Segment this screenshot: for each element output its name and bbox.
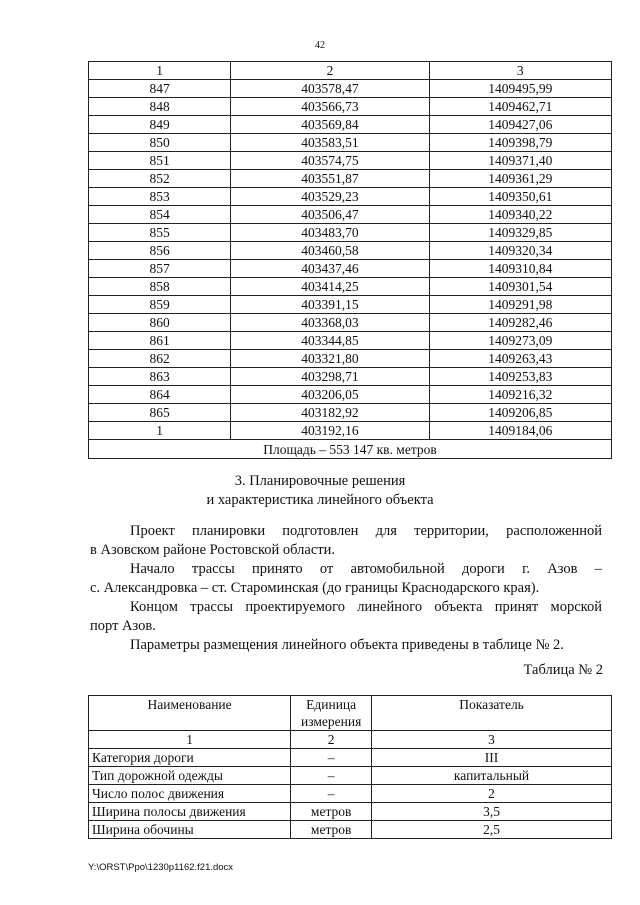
table-row: [89, 260, 612, 278]
y-coordinate-cell: 1409216,32: [429, 386, 611, 404]
table-row: [89, 134, 612, 152]
unit-cell: –: [291, 767, 372, 785]
x-coordinate-cell: 403344,85: [231, 332, 429, 350]
point-number-cell: 854: [89, 206, 231, 224]
table-row: [89, 314, 612, 332]
point-number-cell: 865: [89, 404, 231, 422]
y-coordinate-cell: 1409320,34: [429, 242, 611, 260]
y-coordinate-cell: 1409495,99: [429, 80, 611, 98]
point-number-cell: 857: [89, 260, 231, 278]
paragraph-1: [90, 522, 602, 560]
x-coordinate-cell: 403182,92: [231, 404, 429, 422]
column-header-unit: Единица измерения: [291, 696, 372, 731]
paragraph-2-line1: Начало трассы принято от автомобильной дороги г. Азов –: [130, 561, 602, 577]
column-header: 2: [231, 62, 429, 80]
table-row: [89, 404, 612, 422]
y-coordinate-cell: 1409184,06: [429, 422, 611, 440]
y-coordinate-cell: 1409462,71: [429, 98, 611, 116]
table-row: [89, 170, 612, 188]
point-number-cell: 863: [89, 368, 231, 386]
column-header: 1: [89, 62, 231, 80]
point-number-cell: 858: [89, 278, 231, 296]
column-header-name: Наименование: [89, 696, 291, 731]
table-row: [89, 749, 612, 767]
x-coordinate-cell: 403391,15: [231, 296, 429, 314]
paragraph-3-line2: порт Азов.: [90, 618, 156, 634]
paragraph-3-line1: Концом трассы проектируемого линейного объекта принят морской: [130, 599, 602, 615]
x-coordinate-cell: 403437,46: [231, 260, 429, 278]
paragraph-4: [90, 636, 602, 655]
y-coordinate-cell: 1409273,09: [429, 332, 611, 350]
unit-cell: –: [291, 785, 372, 803]
paragraph-1-line1: Проект планировки подготовлен для территории, расположенной: [130, 523, 602, 539]
table-row: [89, 368, 612, 386]
value-cell: III: [372, 749, 612, 767]
y-coordinate-cell: 1409329,85: [429, 224, 611, 242]
y-coordinate-cell: 1409282,46: [429, 314, 611, 332]
y-coordinate-cell: 1409361,29: [429, 170, 611, 188]
table-row: [89, 278, 612, 296]
column-header-value: Показатель: [372, 696, 612, 731]
x-coordinate-cell: 403529,23: [231, 188, 429, 206]
y-coordinate-cell: 1409291,98: [429, 296, 611, 314]
point-number-cell: 861: [89, 332, 231, 350]
point-number-cell: 1: [89, 422, 231, 440]
paragraph-1-line2: в Азовском районе Ростовской области.: [90, 542, 336, 558]
value-cell: 2,5: [372, 821, 612, 839]
table-row: [89, 242, 612, 260]
x-coordinate-cell: 403368,03: [231, 314, 429, 332]
table-row: [89, 803, 612, 821]
unit-cell: метров: [291, 803, 372, 821]
table-row: [89, 386, 612, 404]
value-cell: 3,5: [372, 803, 612, 821]
table-header-row: [89, 696, 612, 731]
area-total: Площадь – 553 147 кв. метров: [89, 440, 612, 459]
y-coordinate-cell: 1409427,06: [429, 116, 611, 134]
column-number: 1: [89, 731, 291, 749]
y-coordinate-cell: 1409350,61: [429, 188, 611, 206]
paragraph-2-line2: с. Александровка – ст. Староминская (до границы Краснодарского края).: [90, 580, 540, 596]
unit-cell: –: [291, 749, 372, 767]
y-coordinate-cell: 1409263,43: [429, 350, 611, 368]
x-coordinate-cell: 403583,51: [231, 134, 429, 152]
parameter-name-cell: Ширина обочины: [89, 821, 291, 839]
parameter-name-cell: Ширина полосы движения: [89, 803, 291, 821]
section-title-line2: и характеристика линейного объекта: [206, 492, 434, 508]
table-row: [89, 821, 612, 839]
table-row: [89, 296, 612, 314]
section-title: [0, 472, 640, 510]
coordinates-table: [88, 61, 612, 459]
column-header: 3: [429, 62, 611, 80]
point-number-cell: 853: [89, 188, 231, 206]
table-row: [89, 224, 612, 242]
file-path-footer: Y:\ORST\Ppo\1230p1162.f21.docx: [88, 862, 234, 873]
point-number-cell: 850: [89, 134, 231, 152]
paragraph-3: [90, 598, 602, 636]
table-row: [89, 80, 612, 98]
table-row: [89, 785, 612, 803]
point-number-cell: 860: [89, 314, 231, 332]
page-number: 42: [315, 40, 325, 51]
point-number-cell: 848: [89, 98, 231, 116]
x-coordinate-cell: 403414,25: [231, 278, 429, 296]
table-row: [89, 332, 612, 350]
x-coordinate-cell: 403483,70: [231, 224, 429, 242]
area-row: [89, 440, 612, 459]
paragraph-4-line1: Параметры размещения линейного объекта приведены в таблице № 2.: [130, 637, 564, 653]
x-coordinate-cell: 403321,80: [231, 350, 429, 368]
point-number-cell: 849: [89, 116, 231, 134]
table-row: [89, 422, 612, 440]
value-cell: 2: [372, 785, 612, 803]
x-coordinate-cell: 403574,75: [231, 152, 429, 170]
table-row: [89, 767, 612, 785]
table-row: [89, 188, 612, 206]
column-number: 2: [291, 731, 372, 749]
y-coordinate-cell: 1409310,84: [429, 260, 611, 278]
x-coordinate-cell: 403460,58: [231, 242, 429, 260]
x-coordinate-cell: 403578,47: [231, 80, 429, 98]
point-number-cell: 852: [89, 170, 231, 188]
parameters-table: [88, 695, 612, 839]
x-coordinate-cell: 403206,05: [231, 386, 429, 404]
table-row: [89, 206, 612, 224]
y-coordinate-cell: 1409206,85: [429, 404, 611, 422]
table-caption: Таблица № 2: [523, 662, 603, 678]
column-number: 3: [372, 731, 612, 749]
y-coordinate-cell: 1409253,83: [429, 368, 611, 386]
point-number-cell: 862: [89, 350, 231, 368]
point-number-cell: 856: [89, 242, 231, 260]
parameter-name-cell: Число полос движения: [89, 785, 291, 803]
table-row: [89, 116, 612, 134]
y-coordinate-cell: 1409301,54: [429, 278, 611, 296]
table-row: [89, 152, 612, 170]
table-header-row: [89, 62, 612, 80]
parameter-name-cell: Тип дорожной одежды: [89, 767, 291, 785]
point-number-cell: 847: [89, 80, 231, 98]
x-coordinate-cell: 403566,73: [231, 98, 429, 116]
y-coordinate-cell: 1409340,22: [429, 206, 611, 224]
x-coordinate-cell: 403298,71: [231, 368, 429, 386]
point-number-cell: 859: [89, 296, 231, 314]
column-number-row: [89, 731, 612, 749]
y-coordinate-cell: 1409371,40: [429, 152, 611, 170]
parameter-name-cell: Категория дороги: [89, 749, 291, 767]
paragraph-2: [90, 560, 602, 598]
table-row: [89, 350, 612, 368]
point-number-cell: 864: [89, 386, 231, 404]
x-coordinate-cell: 403551,87: [231, 170, 429, 188]
point-number-cell: 855: [89, 224, 231, 242]
x-coordinate-cell: 403569,84: [231, 116, 429, 134]
value-cell: капитальный: [372, 767, 612, 785]
table-row: [89, 98, 612, 116]
unit-cell: метров: [291, 821, 372, 839]
x-coordinate-cell: 403192,16: [231, 422, 429, 440]
x-coordinate-cell: 403506,47: [231, 206, 429, 224]
y-coordinate-cell: 1409398,79: [429, 134, 611, 152]
point-number-cell: 851: [89, 152, 231, 170]
section-title-line1: 3. Планировочные решения: [234, 473, 406, 489]
